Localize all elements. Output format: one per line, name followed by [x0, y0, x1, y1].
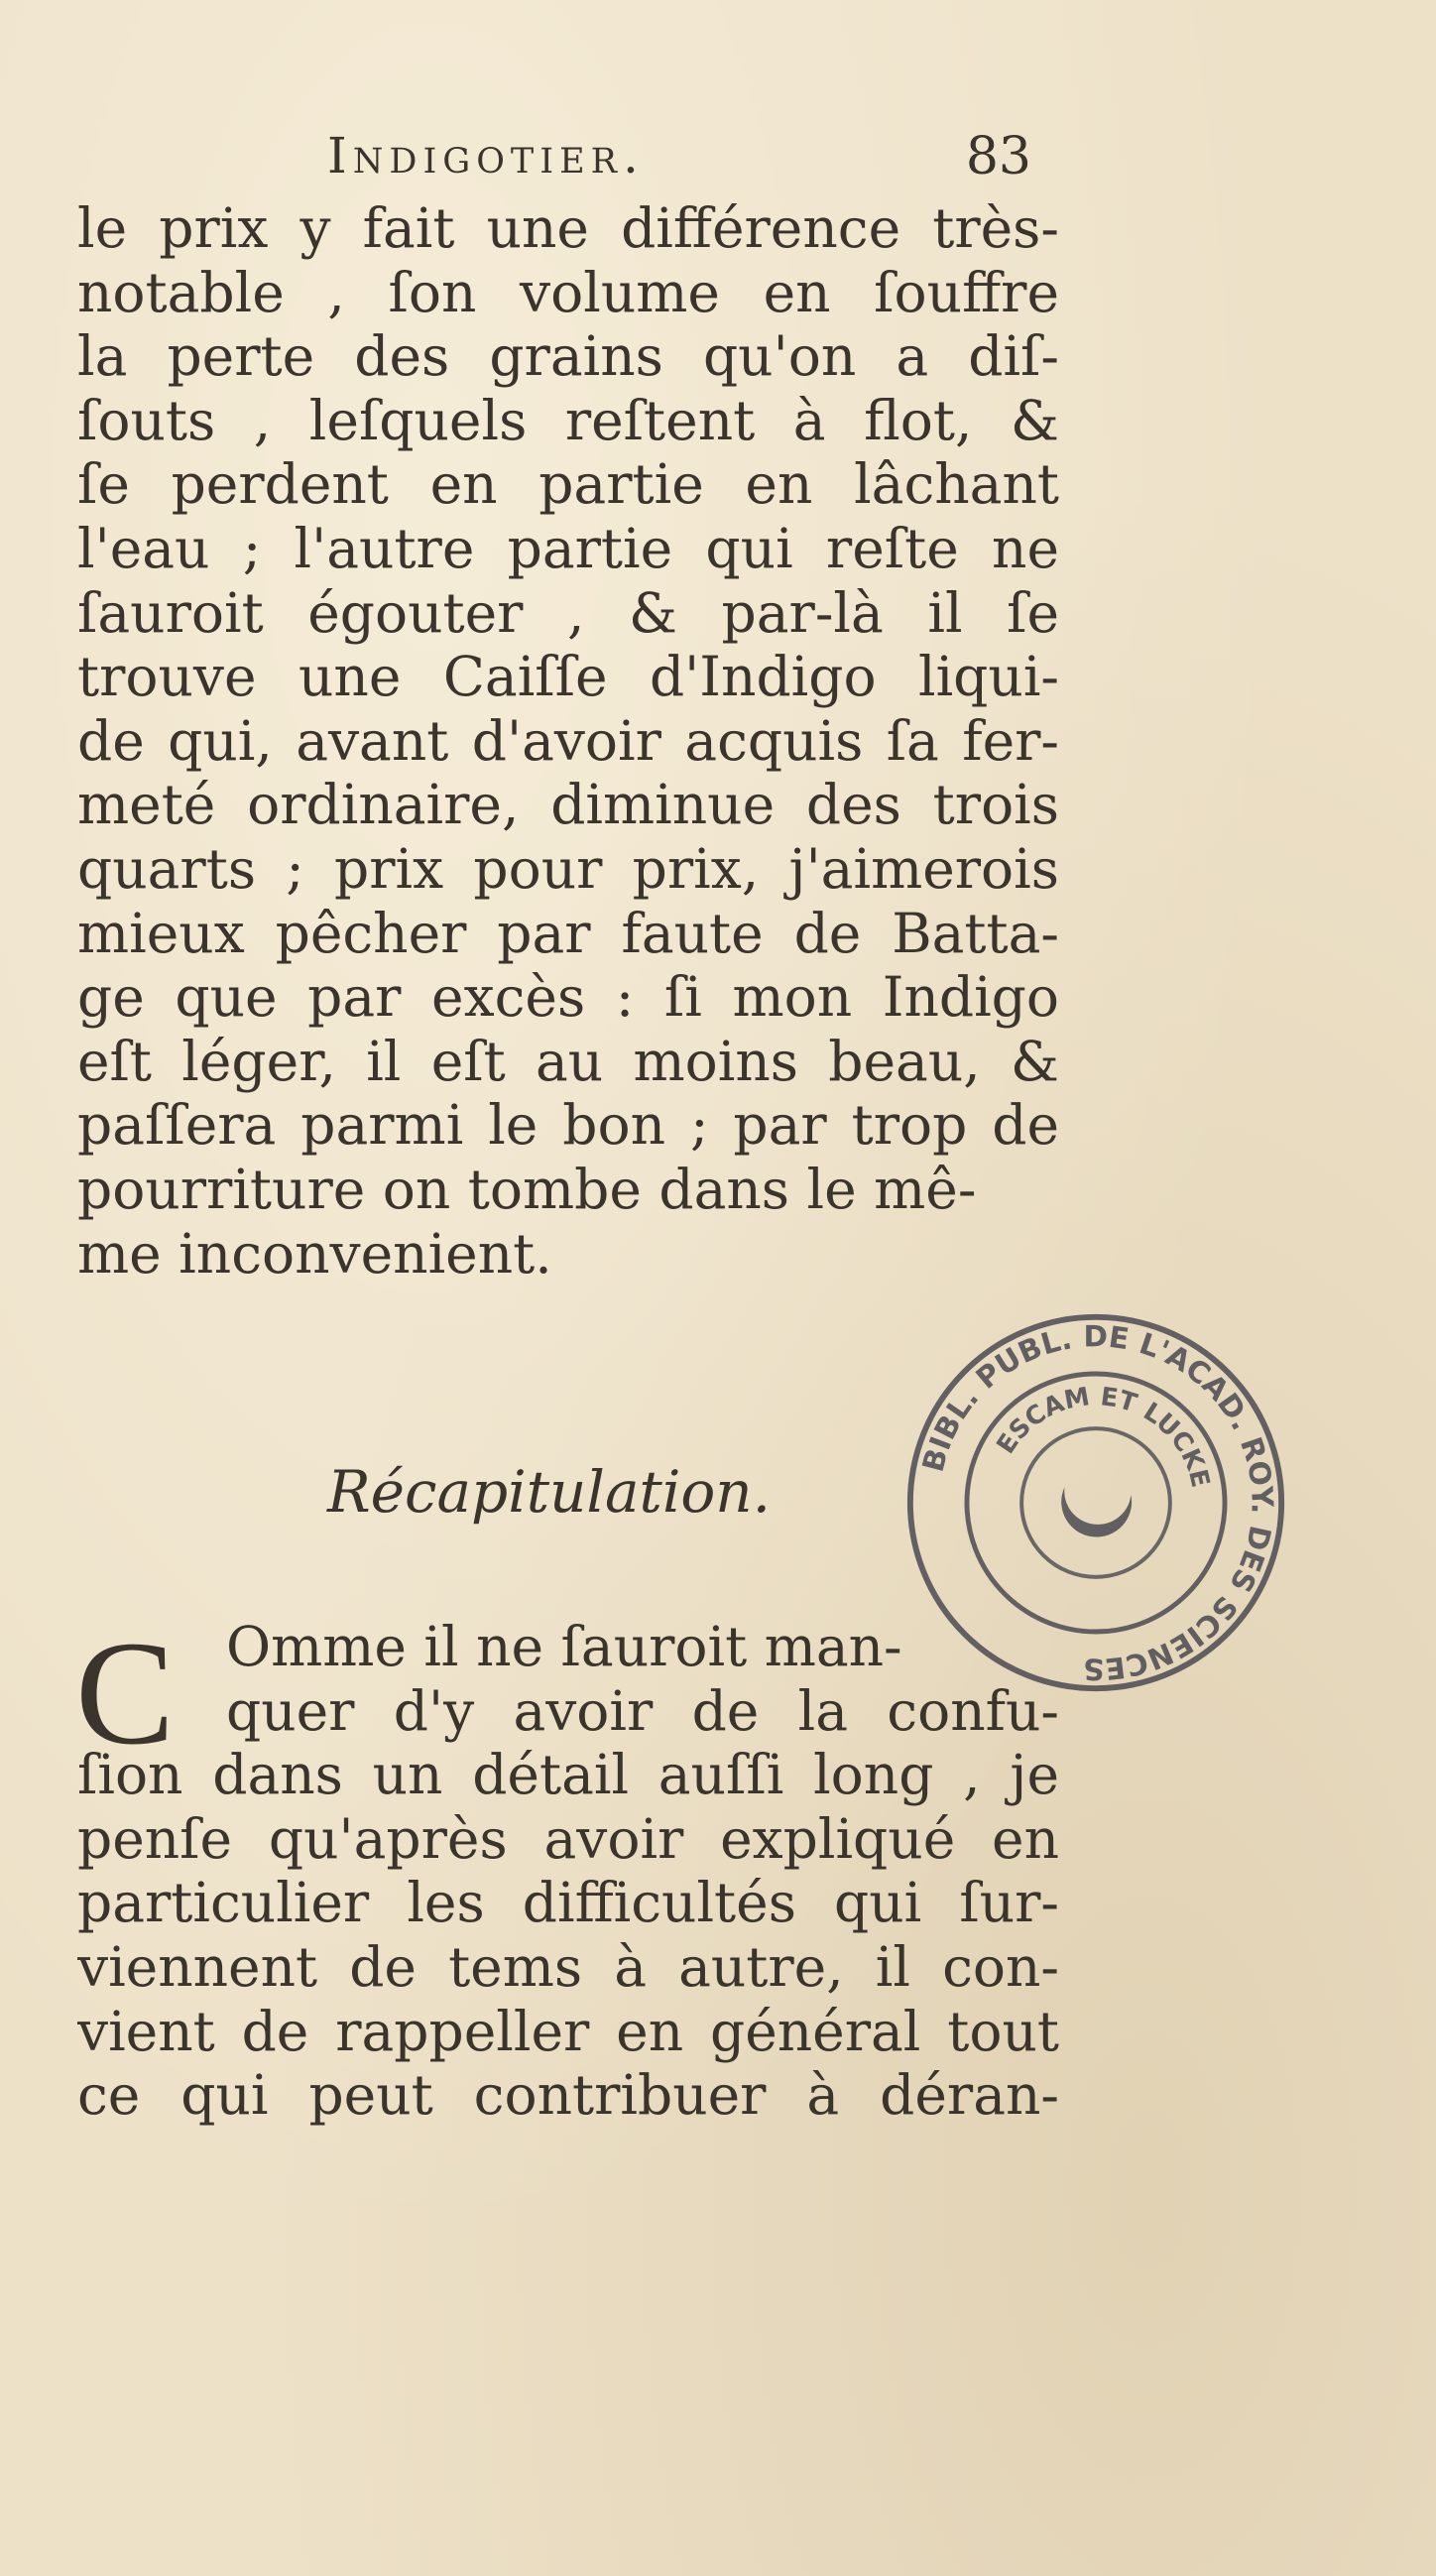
paragraph-1 — [77, 196, 1059, 1286]
text-line: de qui, avant d'avoir acquis ſa fer- — [77, 708, 1059, 773]
text-line: eſt léger, il eſt au moins beau, & — [77, 1029, 1059, 1093]
text-line: l'eau ; l'autre partie qui reſte ne — [77, 516, 1059, 580]
library-stamp — [900, 1307, 1291, 1698]
text-line: ge que par excès : ſi mon Indigo — [77, 965, 1059, 1030]
text-line: la perte des grains qu'on a diſ- — [77, 324, 1059, 389]
running-title: Indigotier. — [327, 127, 645, 184]
text-line: le prix y fait une différence très- — [77, 196, 1059, 260]
text-line: ce qui peut contribuer à déran- — [77, 2063, 1059, 2128]
text-line: viennent de tems à autre, il con- — [77, 1934, 1059, 1999]
section-heading: Récapitulation. — [327, 1458, 772, 1526]
page-header — [79, 127, 1031, 196]
text-line: pourriture on tombe dans le mê- — [77, 1157, 977, 1221]
text-line: ſauroit égouter , & par-là il ſe — [77, 580, 1059, 645]
stamp-center-ring — [1021, 1428, 1170, 1577]
text-line: meté ordinaire, diminue des trois — [77, 773, 1059, 837]
text-line: Omme il ne ſauroit man- — [226, 1615, 902, 1678]
text-line: quer d'y avoir de la confu- — [226, 1678, 1059, 1743]
text-line: penſe qu'après avoir expliqué en — [77, 1806, 1059, 1871]
text-line: paſſera parmi le bon ; par trop de — [77, 1093, 1059, 1158]
text-line: ſouts , leſquels reſtent à flot, & — [77, 388, 1059, 452]
crescent-icon — [1061, 1487, 1132, 1536]
page-number: 83 — [965, 127, 1031, 186]
text-line: mieux pêcher par faute de Batta- — [77, 901, 1059, 965]
drop-cap: C — [75, 1611, 176, 1776]
stamp-inner-text: ESCAM ET LUCKE — [991, 1382, 1216, 1491]
stamp-inner-ring — [967, 1374, 1225, 1632]
text-line: trouve une Caiſſe d'Indigo liqui- — [77, 645, 1059, 709]
text-line: ſe perdent en partie en lâchant — [77, 452, 1059, 517]
text-line: particulier les difficultés qui ſur- — [77, 1871, 1059, 1935]
text-line: notable , ſon volume en ſouffre — [77, 260, 1059, 324]
stamp-outer-text: BIBL. PUBL. DE L'ACAD. ROY. DES SCIENCES — [915, 1319, 1279, 1686]
text-line: vient de rappeller en général tout — [77, 1999, 1059, 2063]
text-line: ſion dans un détail auſſi long , je — [77, 1743, 1059, 1807]
text-line: me inconvenient. — [77, 1221, 552, 1286]
text-line: quarts ; prix pour prix, j'aimerois — [77, 836, 1059, 901]
